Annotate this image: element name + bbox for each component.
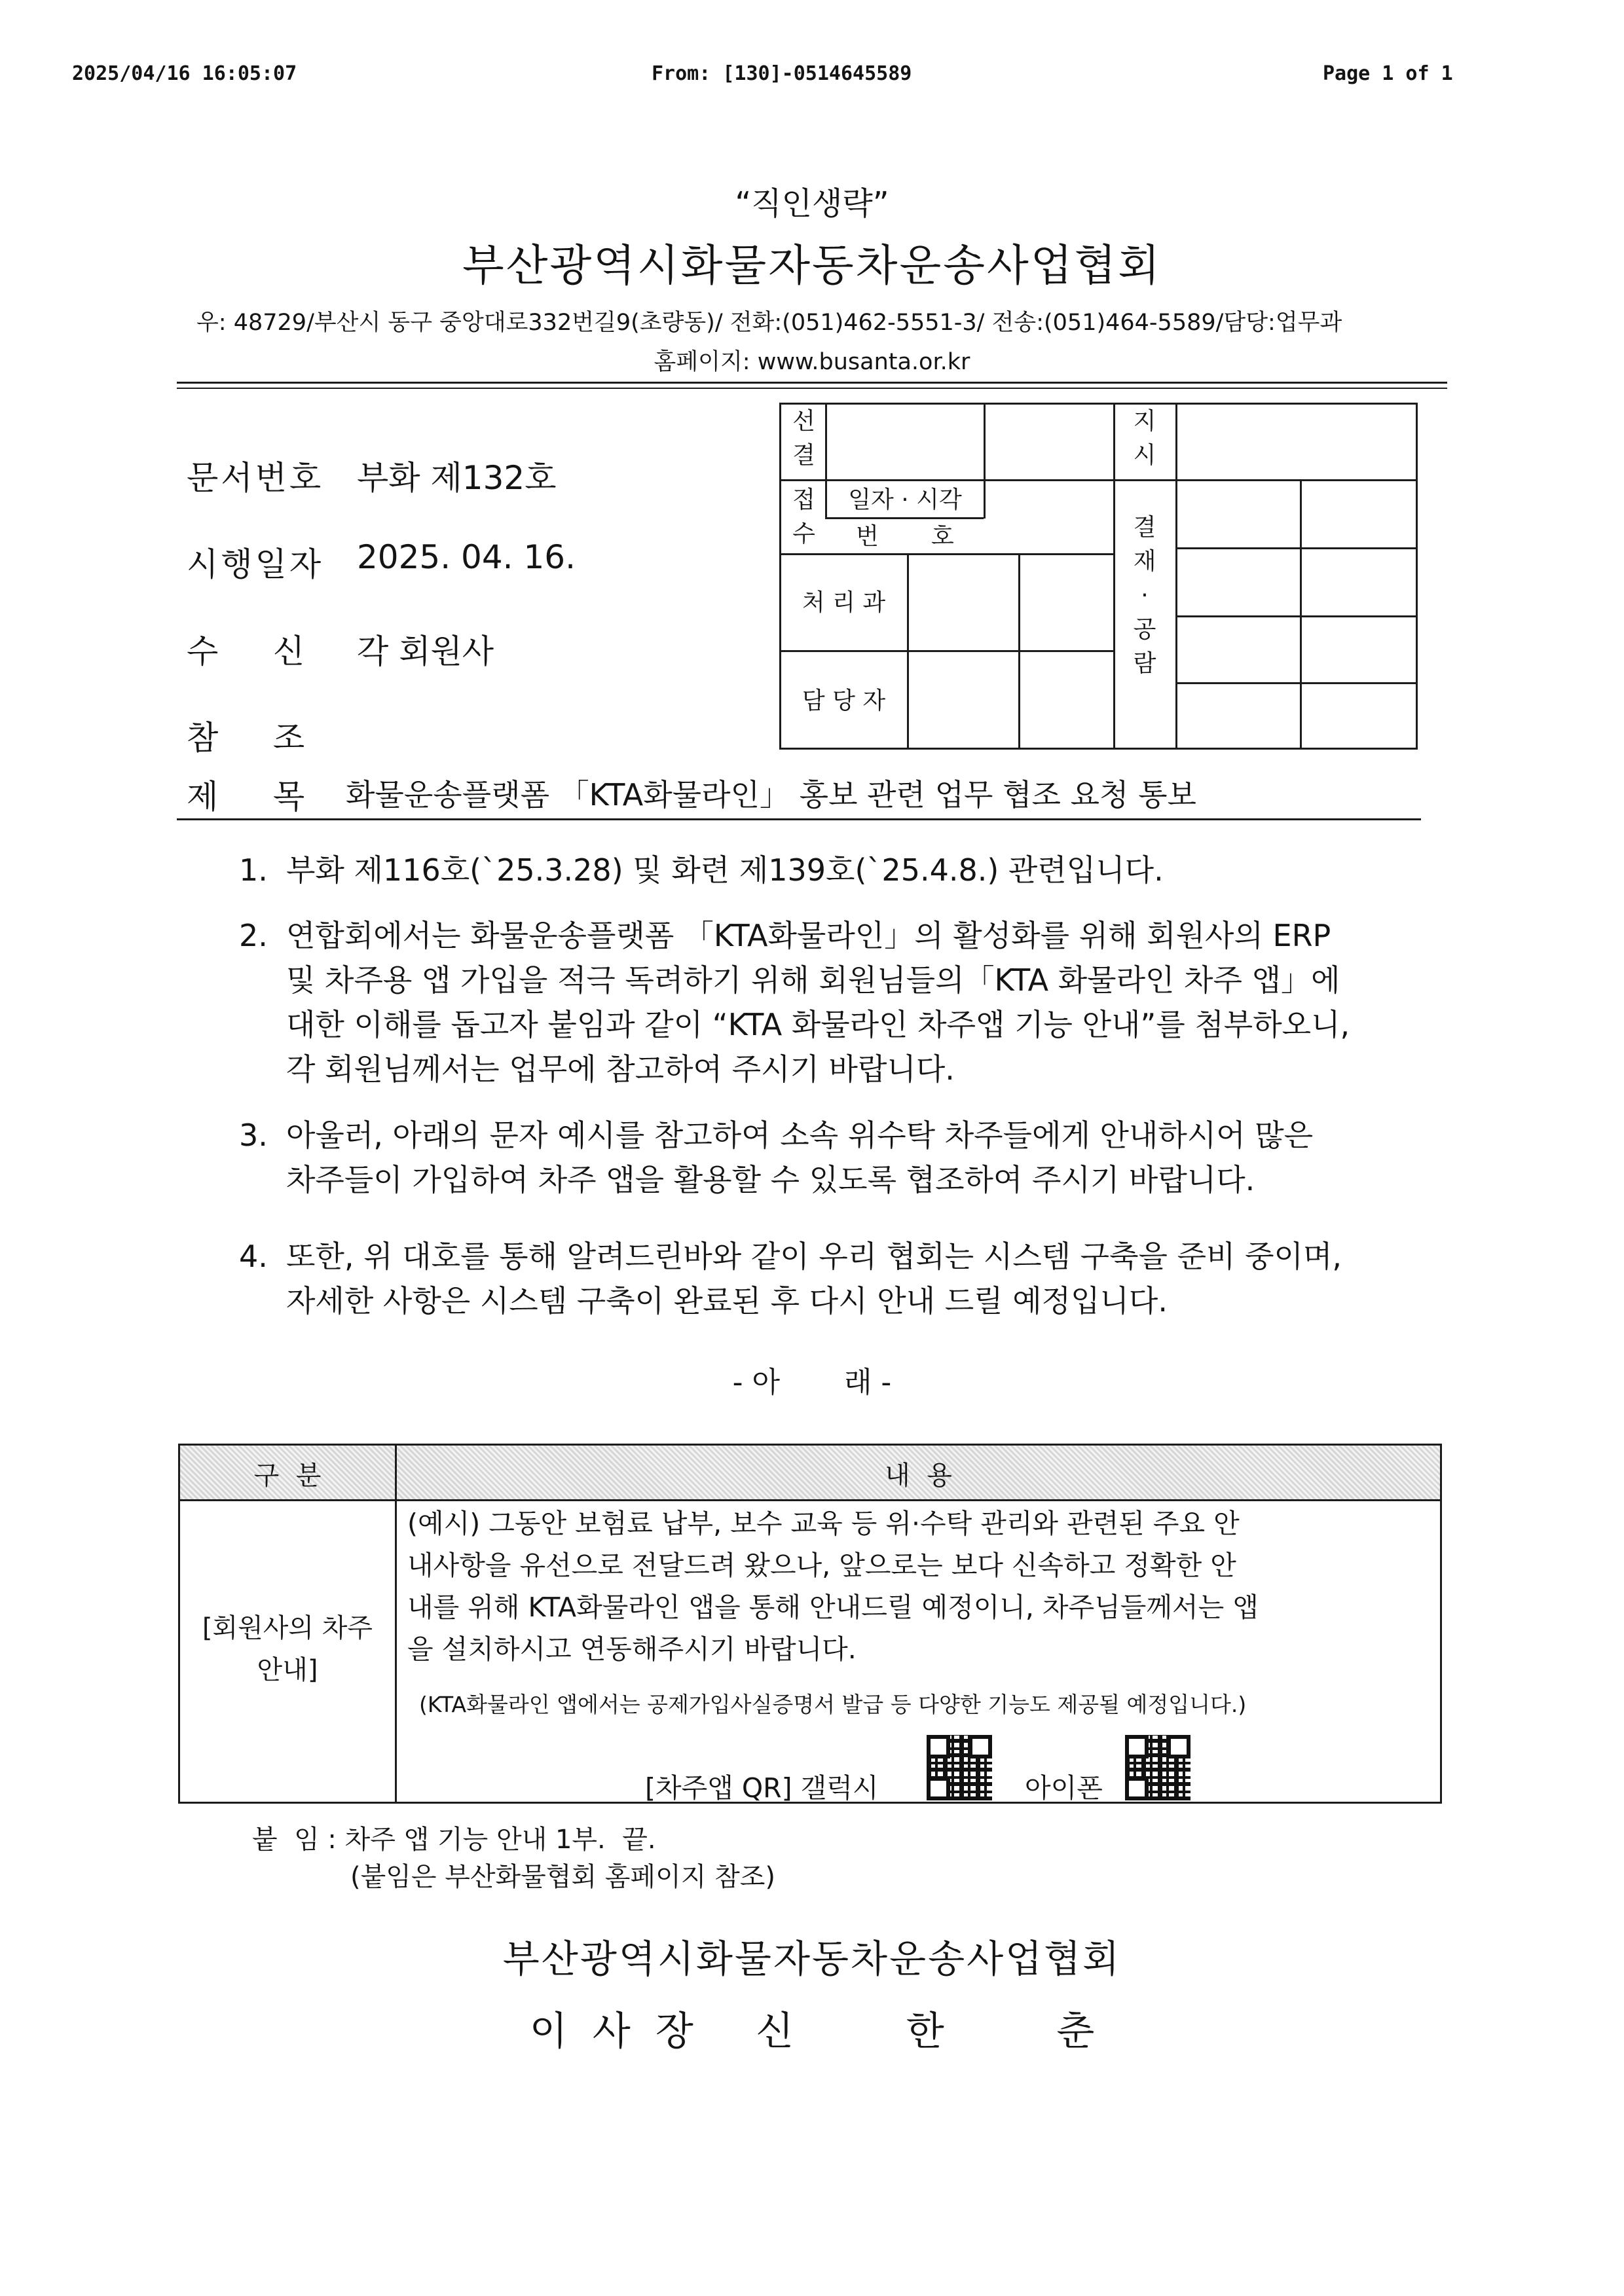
stamp-instruction: 지 시 xyxy=(1133,408,1156,469)
date-value: 2025. 04. 16. xyxy=(357,538,576,576)
body-item-1 xyxy=(239,848,1431,892)
body-item-2-line: 연합회에서는 화물운송플랫폼 「KTA화물라인」의 활성화를 위해 회원사의 ERP xyxy=(286,918,1331,953)
stamp-approval-review: 결 재 · 공 람 xyxy=(1133,514,1156,677)
slogan: “직인생략” xyxy=(735,185,889,222)
cc-label: 참 조 xyxy=(187,719,308,757)
table-row-category-line2: 안내] xyxy=(257,1655,318,1685)
footer-org-name: 부산광역시화물자동차운송사업협회 xyxy=(502,1937,1122,1981)
iphone-label: 아이폰 xyxy=(1025,1772,1103,1804)
content-line: 을 설치하시고 연동해주시기 바랍니다. xyxy=(407,1633,857,1665)
stamp-person-in-charge: 담 당 자 xyxy=(802,687,886,714)
body-item-4-line: 자세한 사항은 시스템 구축이 완료된 후 다시 안내 드릴 예정입니다. xyxy=(286,1283,1168,1319)
qr-code-galaxy-icon[interactable] xyxy=(927,1735,992,1800)
subject-label: 제 목 xyxy=(187,778,308,816)
body-item-2-line: 및 차주용 앱 가입을 적극 독려하기 위해 회원님들의「KTA 화물라인 차주 앱」에 xyxy=(286,962,1340,998)
recipient-value: 각 회원사 xyxy=(357,632,494,670)
attachment-note: (붙임은 부산화물협회 홈페이지 참조) xyxy=(350,1862,775,1892)
org-name: 부산광역시화물자동차운송사업협회 xyxy=(462,240,1162,291)
stamp-prior-approval: 선 결 xyxy=(792,408,815,469)
table-row-category-line1: [회원사의 차주 xyxy=(202,1613,373,1643)
footer-signer: 이 사 장 신 한 춘 xyxy=(529,2009,1095,2054)
body-item-3 xyxy=(239,1113,1431,1202)
stamp-number-label: 번 호 xyxy=(856,523,954,550)
doc-no-value: 부화 제132호 xyxy=(357,459,557,497)
qr-code-iphone-icon[interactable] xyxy=(1125,1735,1190,1800)
body-item-1-num: 1. xyxy=(239,852,268,888)
body-item-1-line: 부화 제116호(`25.3.28) 및 화련 제139호(`25.4.8.) 관련입니다. xyxy=(286,852,1164,888)
content-line: (예시) 그동안 보험료 납부, 보수 교육 등 위·수탁 관리와 관련된 주요 안 xyxy=(407,1508,1240,1539)
stamp-reception: 접 수 xyxy=(792,486,815,547)
attachment-line: 붙 임 : 차주 앱 기능 안내 1부. 끝. xyxy=(252,1825,656,1855)
homepage: 홈페이지: www.busanta.or.kr xyxy=(654,349,970,375)
body-item-2-line: 대한 이해를 돕고자 붙임과 같이 “KTA 화물라인 차주앱 기능 안내”를 첨부하오니, xyxy=(286,1007,1350,1042)
letterhead-rule-bottom xyxy=(177,388,1447,389)
body-item-3-line: 차주들이 가입하여 차주 앱을 활용할 수 있도록 협조하여 주시기 바랍니다. xyxy=(286,1162,1255,1197)
body-item-2-line: 각 회원님께서는 업무에 참고하여 주시기 바랍니다. xyxy=(286,1051,955,1087)
body-item-4-line: 또한, 위 대호를 통해 알려드린바와 같이 우리 협회는 시스템 구축을 준비 중이며, xyxy=(286,1239,1342,1274)
table-row-content xyxy=(407,1503,1429,1670)
fax-page: Page 1 of 1 xyxy=(1323,62,1453,85)
fax-from: From: [130]-0514645589 xyxy=(652,62,912,85)
recipient-label: 수 신 xyxy=(187,632,308,670)
subject-rule xyxy=(177,818,1421,820)
content-note: (KTA화물라인 앱에서는 공제가입사실증명서 발급 등 다양한 기능도 제공될 예정입니다.) xyxy=(419,1692,1247,1717)
doc-no-label: 문서번호 xyxy=(187,459,324,497)
stamp-processing-dept: 처 리 과 xyxy=(802,589,886,616)
body-item-2 xyxy=(239,913,1431,1091)
table-header-content: 내 용 xyxy=(885,1461,952,1491)
content-line: 내를 위해 KTA화물라인 앱을 통해 안내드릴 예정이니, 차주님들께서는 앱 xyxy=(407,1592,1259,1623)
table-row-category xyxy=(180,1607,395,1691)
content-line: 내사항을 유선으로 전달드려 왔으나, 앞으로는 보다 신속하고 정확한 안 xyxy=(407,1550,1236,1581)
stamp-datetime-label: 일자 · 시각 xyxy=(848,486,962,513)
body-item-2-num: 2. xyxy=(239,918,268,953)
subject-value: 화물운송플랫폼 「KTA화물라인」 홍보 관련 업무 협조 요청 통보 xyxy=(346,777,1196,812)
body-item-3-num: 3. xyxy=(239,1118,268,1153)
below-heading: - 아 래 - xyxy=(732,1366,892,1399)
body-item-4-num: 4. xyxy=(239,1239,268,1274)
date-label: 시행일자 xyxy=(187,545,324,583)
fax-timestamp: 2025/04/16 16:05:07 xyxy=(72,62,297,85)
qr-label: [차주앱 QR] 갤럭시 xyxy=(645,1772,879,1804)
body-item-4 xyxy=(239,1234,1431,1323)
table-header-category: 구 분 xyxy=(253,1461,322,1491)
org-address: 우: 48729/부산시 동구 중앙대로332번길9(초량동)/ 전화:(051)462-5551-3/ 전송:(051)464-5589/담당:업무과 xyxy=(196,310,1342,336)
body-item-3-line: 아울러, 아래의 문자 예시를 참고하여 소속 위수탁 차주들에게 안내하시어 많은 xyxy=(286,1118,1314,1153)
letterhead-rule-top xyxy=(177,382,1447,384)
